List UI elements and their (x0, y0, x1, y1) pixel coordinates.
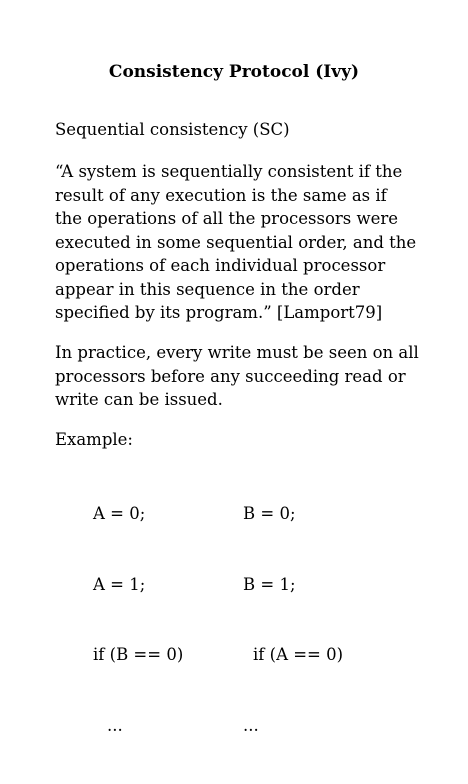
practice-paragraph (55, 341, 450, 412)
code-ellipsis: ... (107, 715, 123, 735)
practice-line: In practice, every write must be seen on all (55, 343, 419, 362)
quote-line: appear in this sequence in the order (55, 279, 360, 299)
quote-line: operations of each individual processor (55, 256, 386, 275)
slide-title: Consistency Protocol (Ivy) (108, 62, 360, 82)
example-label: Example: (55, 430, 133, 449)
quote-line: the operations of all the processors were (55, 209, 399, 228)
section-heading: Sequential consistency (SC) (55, 120, 290, 139)
quote-line: executed in some sequential order, and the (55, 232, 417, 252)
code-right-column (243, 455, 343, 784)
code-left-column (93, 455, 183, 784)
code-line: if (B == 0) (93, 645, 184, 664)
code-line: B = 0; (243, 504, 296, 523)
quote-paragraph (55, 160, 450, 325)
code-line: B = 1; (243, 574, 296, 594)
practice-line: processors before any succeeding read or (55, 366, 406, 386)
quote-line: result of any execution is the same as if (55, 185, 387, 205)
code-ellipsis: ... (243, 715, 259, 735)
practice-line: write can be issued. (55, 390, 223, 409)
code-line: A = 1; (93, 574, 146, 594)
code-line: A = 0; (93, 504, 146, 523)
code-line: if (A == 0) (253, 645, 344, 664)
quote-line: specified by its program.” [Lamport79] (55, 303, 383, 322)
quote-line: “A system is sequentially consistent if the (55, 162, 403, 181)
